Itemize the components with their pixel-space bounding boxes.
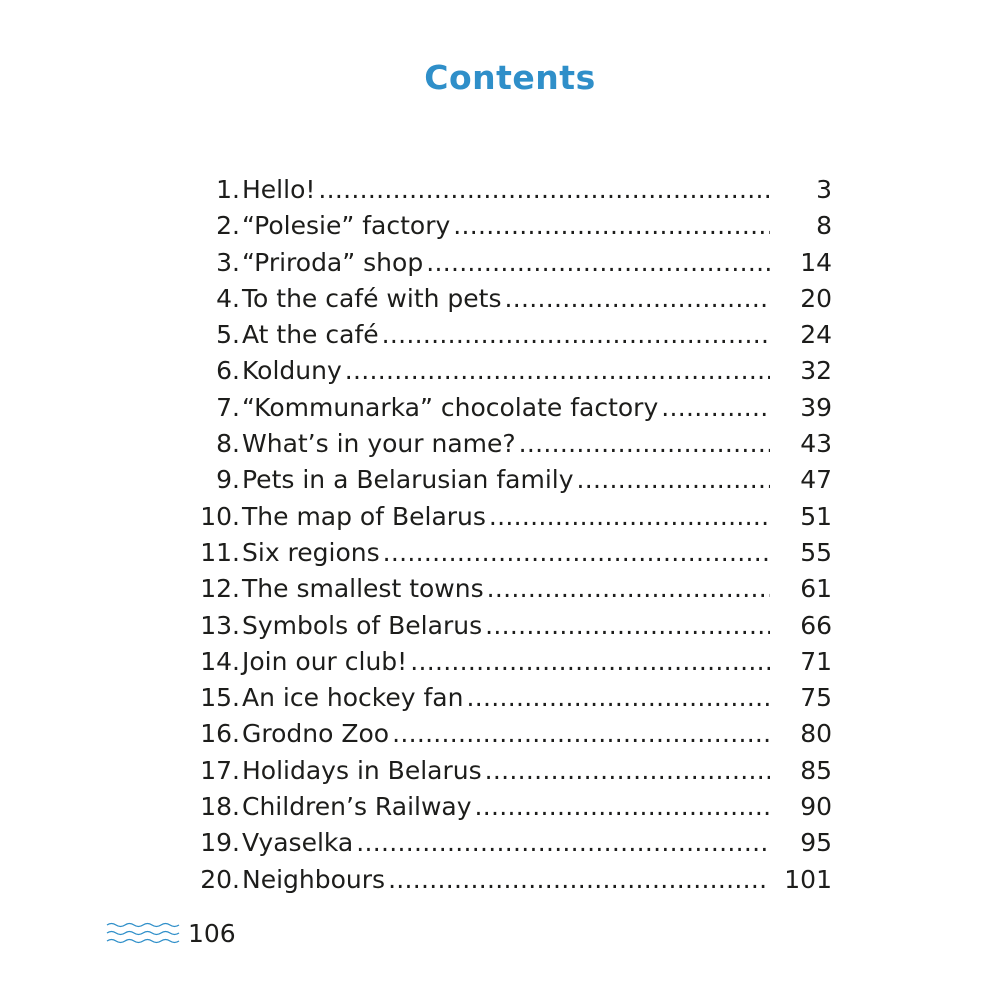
toc-entry[interactable]: [186, 390, 832, 426]
dot-leader: [489, 499, 770, 535]
entry-page: 71: [800, 646, 832, 676]
entry-page: 3: [816, 175, 832, 204]
toc-entry[interactable]: [186, 245, 832, 281]
toc-entry[interactable]: [186, 825, 832, 861]
entry-title: Holidays in Belarus: [242, 755, 482, 785]
entry-page: 24: [800, 320, 832, 350]
entry-page: 55: [800, 537, 832, 567]
entry-title: The smallest towns: [242, 574, 484, 604]
dot-leader: [383, 535, 770, 571]
entry-number: 10.: [200, 501, 240, 531]
entry-page: 80: [800, 719, 832, 749]
entry-number: 6.: [216, 356, 240, 386]
entry-number: 3.: [216, 247, 240, 277]
entry-number: 15.: [200, 683, 240, 713]
dot-leader: [345, 353, 770, 389]
entry-title: At the café: [242, 320, 379, 350]
entry-page: 39: [800, 392, 832, 422]
table-of-contents: [186, 172, 832, 898]
entry-number: 5.: [216, 320, 240, 350]
entry-page: 95: [800, 828, 832, 858]
entry-page: 43: [800, 429, 832, 459]
entry-title: “Kommunarka” chocolate factory: [242, 392, 659, 422]
entry-title: Hello!: [242, 175, 316, 204]
entry-title: Grodno Zoo: [242, 719, 390, 749]
toc-entry[interactable]: [186, 208, 832, 244]
toc-entry[interactable]: [186, 644, 832, 680]
entry-number: 16.: [200, 719, 240, 749]
entry-page: 85: [800, 755, 832, 785]
dot-leader: [487, 571, 770, 607]
dot-leader: [453, 208, 770, 244]
toc-entry[interactable]: [186, 753, 832, 789]
dot-leader: [426, 245, 770, 281]
entry-title: What’s in your name?: [242, 429, 516, 459]
entry-title: Symbols of Belarus: [242, 610, 483, 640]
dot-leader: [485, 753, 770, 789]
entry-number: 2.: [216, 211, 240, 241]
entry-page: 20: [800, 283, 832, 313]
entry-number: 9.: [216, 465, 240, 495]
toc-entry[interactable]: [186, 281, 832, 317]
dot-leader: [661, 390, 770, 426]
toc-entry[interactable]: [186, 172, 832, 208]
entry-title: Pets in a Belarusian family: [242, 465, 574, 495]
entry-title: Six regions: [242, 537, 380, 567]
toc-entry[interactable]: [186, 317, 832, 353]
entry-title: Join our club!: [242, 646, 408, 676]
dot-leader: [356, 825, 770, 861]
entry-number: 20.: [200, 864, 240, 894]
entry-page: 51: [800, 501, 832, 531]
entry-page: 75: [800, 683, 832, 713]
wave-decoration-icon: [106, 918, 180, 948]
entry-page: 101: [784, 864, 832, 894]
entry-number: 17.: [200, 755, 240, 785]
dot-leader: [410, 644, 770, 680]
entry-title: The map of Belarus: [242, 501, 486, 531]
dot-leader: [388, 862, 770, 898]
toc-entry[interactable]: [186, 535, 832, 571]
entry-page: 14: [800, 247, 832, 277]
entry-title: “Priroda” shop: [242, 247, 424, 277]
toc-entry[interactable]: [186, 716, 832, 752]
entry-number: 8.: [216, 429, 240, 459]
entry-page: 32: [800, 356, 832, 386]
page-number: 106: [188, 919, 236, 948]
dot-leader: [392, 716, 770, 752]
entry-page: 61: [800, 574, 832, 604]
dot-leader: [466, 680, 770, 716]
entry-number: 18.: [200, 792, 240, 822]
page-title: Contents: [424, 58, 596, 97]
entry-title: Vyaselka: [242, 828, 354, 858]
entry-number: 14.: [200, 646, 240, 676]
entry-title: Kolduny: [242, 356, 342, 386]
dot-leader: [318, 172, 770, 208]
entry-page: 47: [800, 465, 832, 495]
entry-number: 1.: [216, 175, 240, 204]
entry-title: Neighbours: [242, 864, 386, 894]
entry-page: 90: [800, 792, 832, 822]
entry-number: 13.: [200, 610, 240, 640]
toc-entry[interactable]: [186, 862, 832, 898]
entry-number: 4.: [216, 283, 240, 313]
toc-entry[interactable]: [186, 571, 832, 607]
toc-entry[interactable]: [186, 608, 832, 644]
toc-entry[interactable]: [186, 462, 832, 498]
entry-title: To the café with pets: [242, 283, 502, 313]
entry-title: An ice hockey fan: [242, 683, 464, 713]
dot-leader: [519, 426, 770, 462]
dot-leader: [382, 317, 770, 353]
entry-title: Children’s Railway: [242, 792, 472, 822]
entry-page: 8: [816, 211, 832, 241]
entry-number: 19.: [200, 828, 240, 858]
toc-entry[interactable]: [186, 426, 832, 462]
dot-leader: [475, 789, 770, 825]
dot-leader: [505, 281, 771, 317]
toc-entry[interactable]: [186, 353, 832, 389]
toc-entry[interactable]: [186, 680, 832, 716]
toc-entry[interactable]: [186, 789, 832, 825]
toc-entry[interactable]: [186, 499, 832, 535]
entry-title: “Polesie” factory: [242, 211, 451, 241]
dot-leader: [577, 462, 770, 498]
entry-number: 7.: [216, 392, 240, 422]
entry-number: 11.: [200, 537, 240, 567]
entry-number: 12.: [200, 574, 240, 604]
dot-leader: [485, 608, 770, 644]
entry-page: 66: [800, 610, 832, 640]
